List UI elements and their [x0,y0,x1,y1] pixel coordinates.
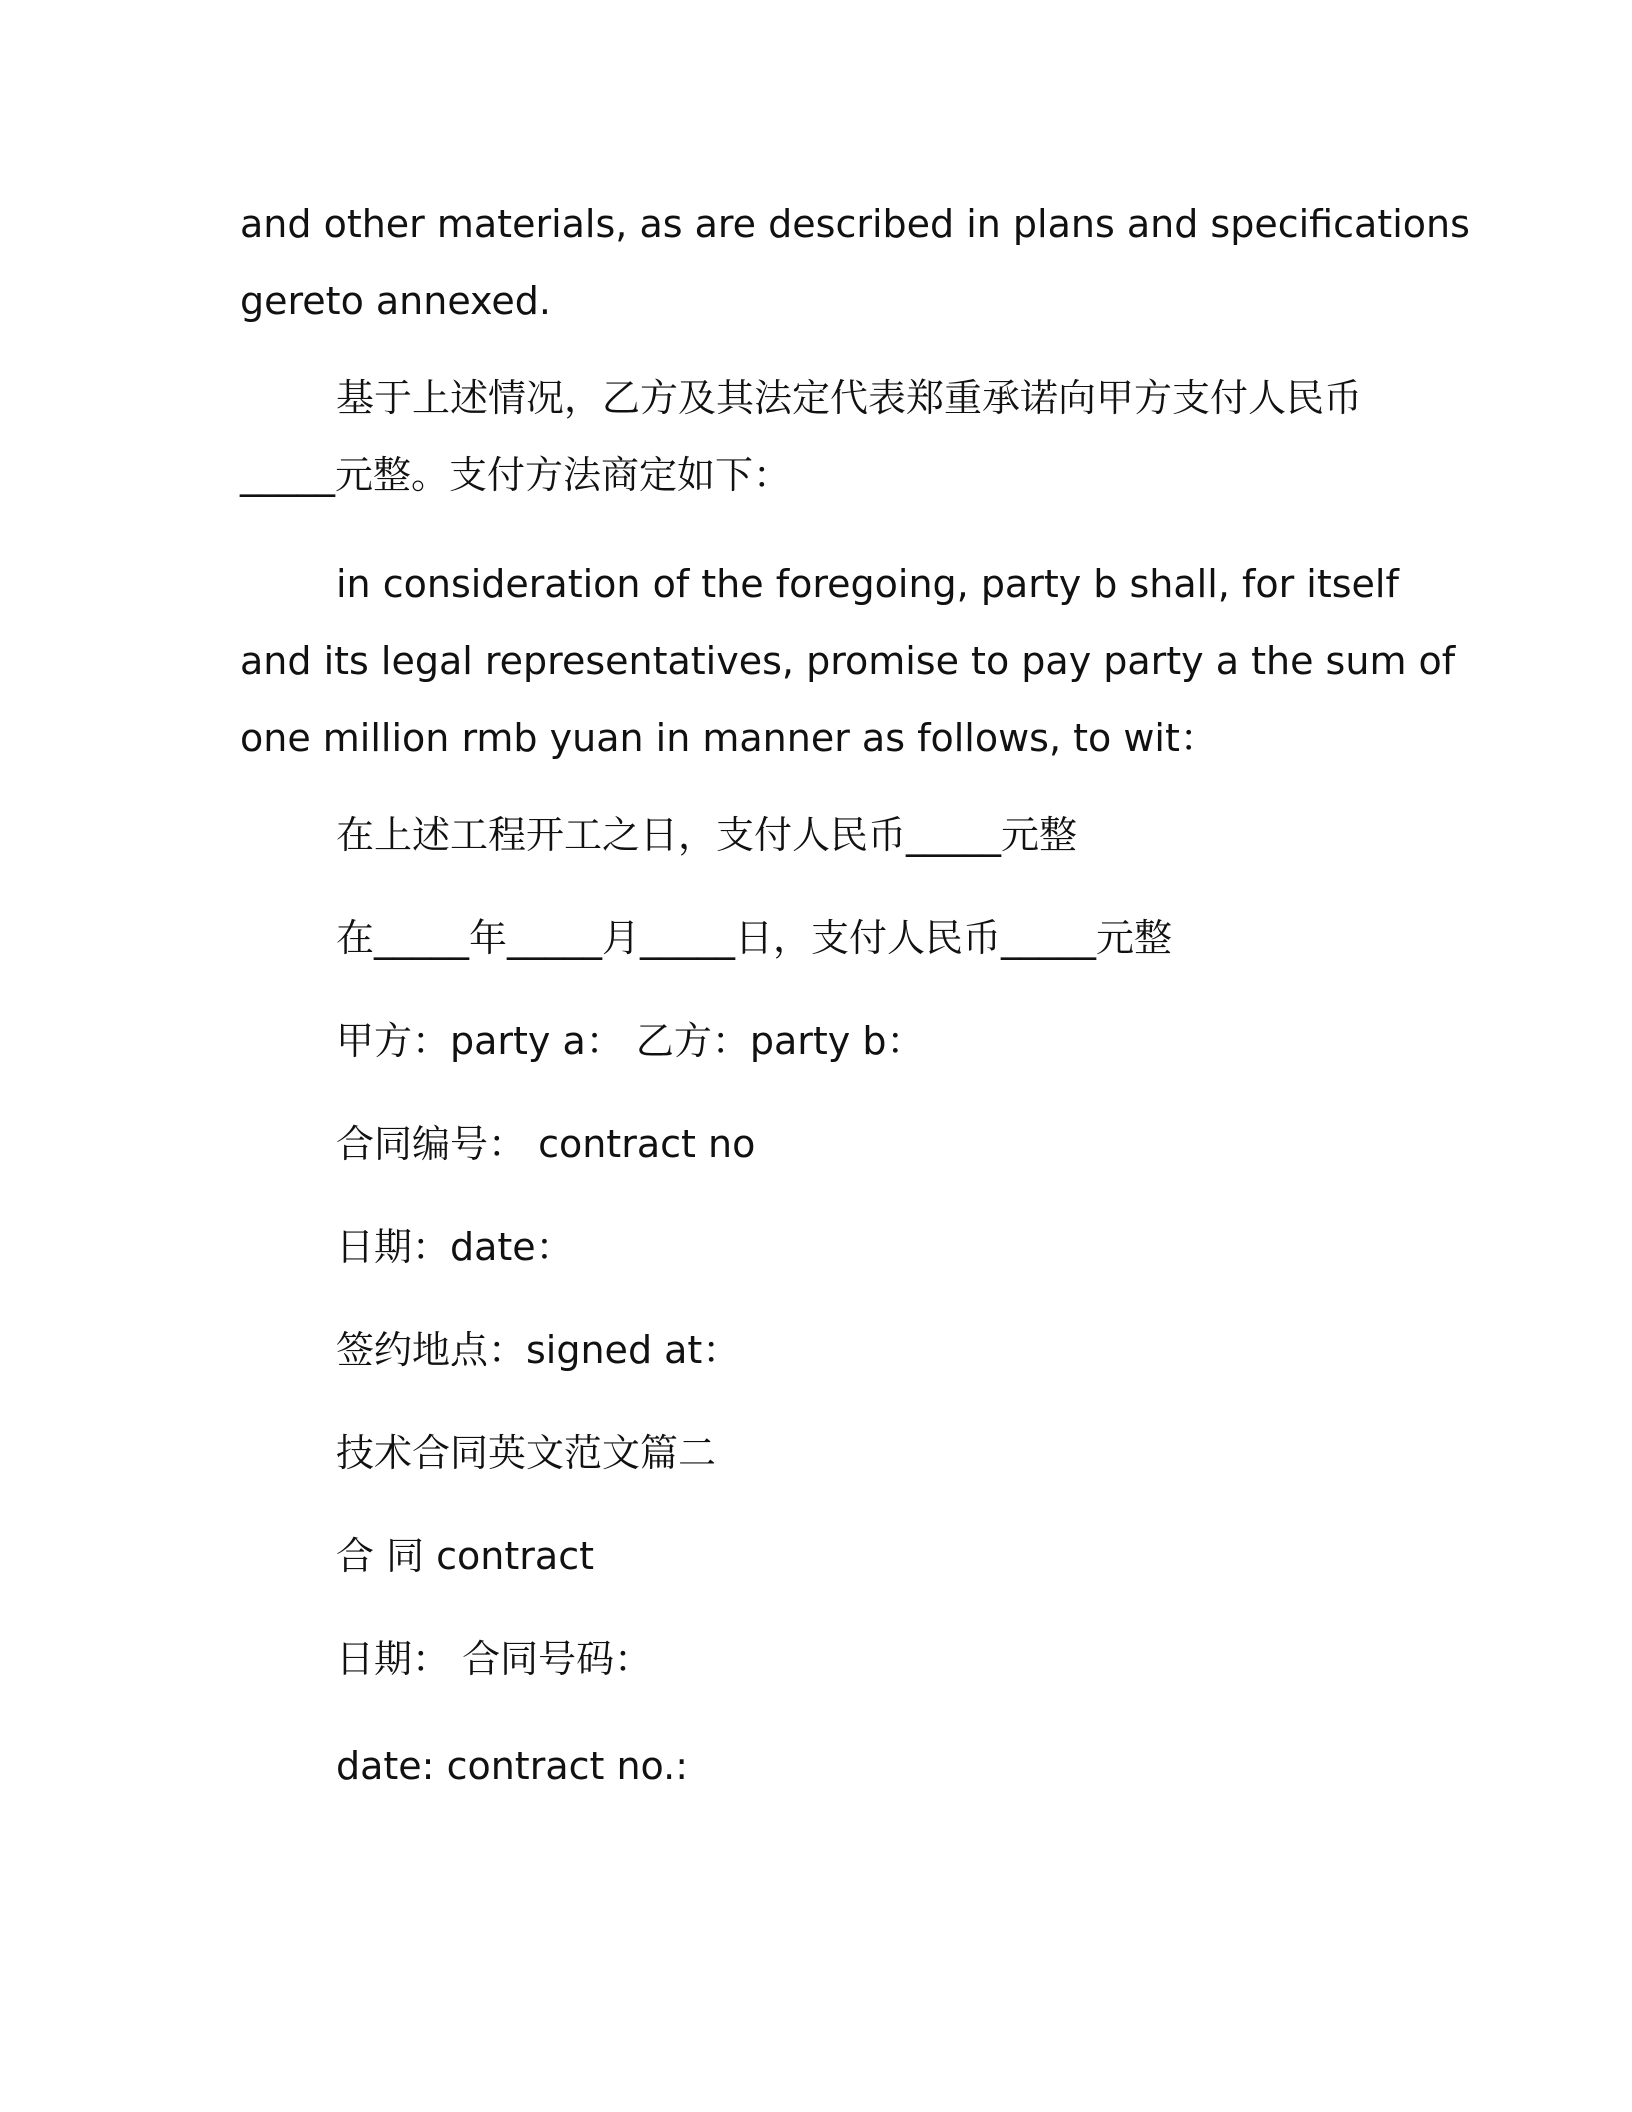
date-contract-no-en: date: contract no.: [336,1744,689,1788]
para-1-line-1: and other materials, as are described in plans and specifications [240,202,1470,246]
payment-on-commencement: 在上述工程开工之日，支付人民币_____元整 [336,813,1078,857]
date-line: 日期：date： [336,1225,574,1269]
payment-on-date: 在_____年_____月_____日，支付人民币_____元整 [336,916,1173,960]
para-2-line-1: 基于上述情况，乙方及其法定代表郑重承诺向甲方支付人民币 [336,376,1363,420]
contract-title: 合 同 contract [336,1534,594,1578]
para-3-line-3: one million rmb yuan in manner as follows, to wit： [240,716,1218,760]
contract-number-line: 合同编号： contract no [336,1122,756,1166]
party-signature-line: 甲方：party a： 乙方：party b： [336,1019,925,1063]
date-contract-no-cn: 日期： 合同号码： [336,1637,653,1681]
section-heading: 技术合同英文范文篇二 [336,1431,717,1475]
para-3-line-1: in consideration of the foregoing, party b shall, for itself [336,562,1399,606]
signed-at-line: 签约地点：signed at： [336,1328,741,1372]
para-3-line-2: and its legal representatives, promise to pay party a the sum of [240,639,1456,683]
para-1-line-2: gereto annexed. [240,279,551,323]
para-2-line-2: _____元整。支付方法商定如下： [240,453,792,497]
